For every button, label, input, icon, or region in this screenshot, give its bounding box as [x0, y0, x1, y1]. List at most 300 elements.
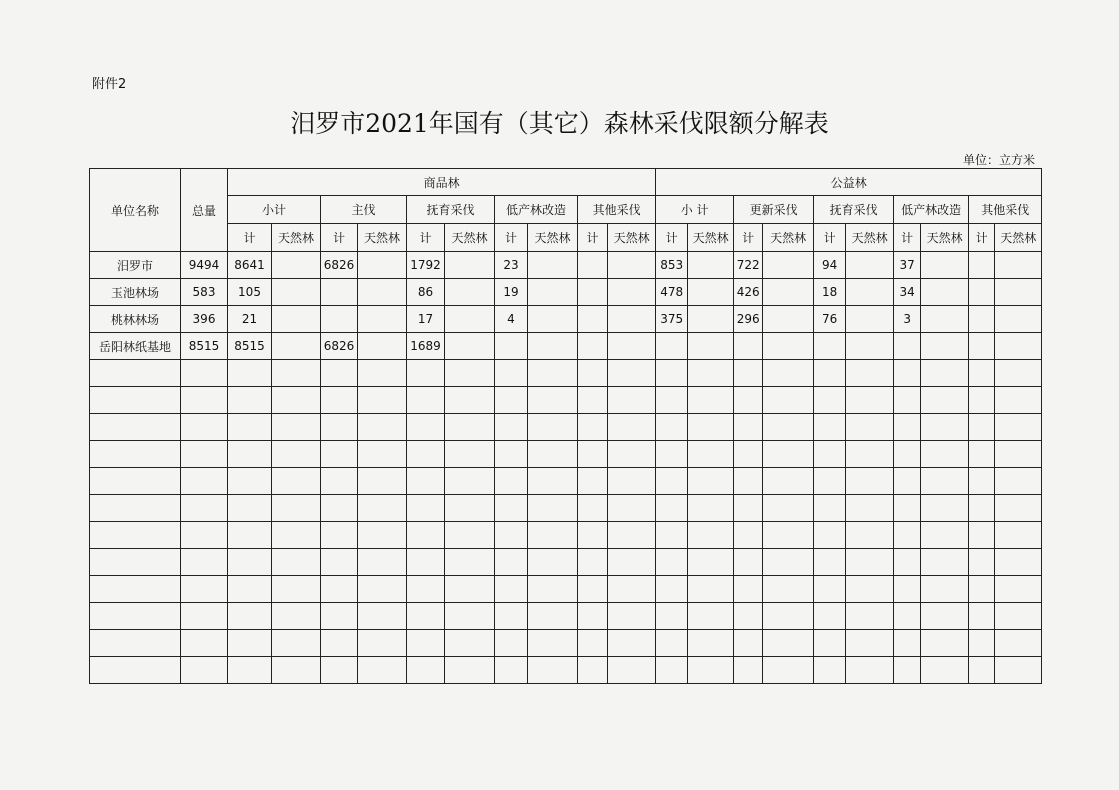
- empty-cell: [688, 414, 734, 441]
- empty-cell: [445, 603, 495, 630]
- header-p-other: 其他采伐: [969, 196, 1042, 224]
- empty-cell: [495, 657, 528, 684]
- public-cell: 722: [734, 252, 763, 279]
- commercial-cell: [578, 306, 608, 333]
- public-cell: [688, 279, 734, 306]
- total-cell: 9494: [181, 252, 228, 279]
- public-cell: [969, 333, 995, 360]
- header-commercial-forest: 商品林: [228, 169, 656, 196]
- empty-cell: [608, 576, 656, 603]
- empty-cell: [894, 495, 921, 522]
- empty-cell: [969, 549, 995, 576]
- empty-cell: [995, 576, 1042, 603]
- table-row: [90, 306, 1042, 333]
- empty-cell: [969, 522, 995, 549]
- empty-cell: [495, 522, 528, 549]
- empty-cell: [228, 360, 272, 387]
- empty-cell: [814, 630, 846, 657]
- empty-cell: [181, 630, 228, 657]
- empty-cell: [181, 495, 228, 522]
- public-cell: [763, 279, 814, 306]
- empty-cell: [495, 495, 528, 522]
- commercial-cell: [272, 333, 321, 360]
- empty-cell: [90, 468, 181, 495]
- commercial-cell: [272, 306, 321, 333]
- commercial-cell: [445, 279, 495, 306]
- empty-cell: [656, 630, 688, 657]
- empty-cell: [358, 360, 407, 387]
- empty-cell: [228, 495, 272, 522]
- table-row: [90, 279, 1042, 306]
- subheader-ji: 计: [578, 224, 608, 252]
- empty-cell: [445, 441, 495, 468]
- empty-cell: [181, 468, 228, 495]
- commercial-cell: [608, 279, 656, 306]
- public-cell: [656, 333, 688, 360]
- empty-cell: [578, 360, 608, 387]
- subheader-ji: 计: [228, 224, 272, 252]
- empty-cell: [688, 603, 734, 630]
- empty-cell: [358, 549, 407, 576]
- commercial-cell: 1792: [407, 252, 445, 279]
- empty-cell: [358, 495, 407, 522]
- commercial-cell: 4: [495, 306, 528, 333]
- empty-cell: [272, 441, 321, 468]
- table-row: [90, 414, 1042, 441]
- empty-cell: [272, 522, 321, 549]
- table-row: [90, 549, 1042, 576]
- empty-cell: [608, 387, 656, 414]
- public-cell: [995, 252, 1042, 279]
- empty-cell: [734, 522, 763, 549]
- empty-cell: [445, 360, 495, 387]
- empty-cell: [734, 387, 763, 414]
- subheader-ji: 计: [656, 224, 688, 252]
- empty-cell: [846, 441, 894, 468]
- empty-cell: [969, 360, 995, 387]
- empty-cell: [407, 603, 445, 630]
- quota-table: [89, 168, 1042, 684]
- empty-cell: [763, 387, 814, 414]
- table-row: [90, 360, 1042, 387]
- empty-cell: [688, 522, 734, 549]
- header-c-main-felling: 主伐: [321, 196, 407, 224]
- empty-cell: [90, 414, 181, 441]
- empty-cell: [608, 522, 656, 549]
- empty-cell: [495, 441, 528, 468]
- header-c-tending: 抚育采伐: [407, 196, 495, 224]
- empty-cell: [995, 549, 1042, 576]
- commercial-cell: 8641: [228, 252, 272, 279]
- commercial-cell: [358, 279, 407, 306]
- table-row: [90, 495, 1042, 522]
- empty-cell: [578, 657, 608, 684]
- empty-cell: [228, 468, 272, 495]
- commercial-cell: [608, 333, 656, 360]
- empty-cell: [656, 549, 688, 576]
- table-row: [90, 333, 1042, 360]
- empty-cell: [921, 468, 969, 495]
- empty-cell: [321, 576, 358, 603]
- subheader-natural-forest: 天然林: [921, 224, 969, 252]
- empty-cell: [495, 549, 528, 576]
- empty-cell: [734, 630, 763, 657]
- empty-cell: [321, 414, 358, 441]
- empty-cell: [181, 657, 228, 684]
- empty-cell: [495, 387, 528, 414]
- empty-cell: [995, 630, 1042, 657]
- empty-cell: [321, 603, 358, 630]
- public-cell: 76: [814, 306, 846, 333]
- empty-cell: [528, 657, 578, 684]
- public-cell: [688, 252, 734, 279]
- empty-cell: [228, 657, 272, 684]
- commercial-cell: 8515: [228, 333, 272, 360]
- public-cell: [969, 279, 995, 306]
- public-cell: [921, 279, 969, 306]
- empty-cell: [894, 603, 921, 630]
- public-cell: [846, 279, 894, 306]
- empty-cell: [921, 630, 969, 657]
- empty-cell: [578, 576, 608, 603]
- empty-cell: [528, 468, 578, 495]
- empty-cell: [578, 468, 608, 495]
- empty-cell: [656, 576, 688, 603]
- empty-cell: [528, 360, 578, 387]
- empty-cell: [995, 387, 1042, 414]
- empty-cell: [181, 387, 228, 414]
- empty-cell: [358, 441, 407, 468]
- empty-cell: [814, 360, 846, 387]
- empty-cell: [528, 522, 578, 549]
- empty-cell: [734, 360, 763, 387]
- empty-cell: [969, 630, 995, 657]
- empty-cell: [814, 657, 846, 684]
- empty-cell: [321, 495, 358, 522]
- empty-cell: [181, 576, 228, 603]
- commercial-cell: 6826: [321, 252, 358, 279]
- empty-cell: [846, 603, 894, 630]
- header-c-subtotal: 小计: [228, 196, 321, 224]
- empty-cell: [846, 576, 894, 603]
- empty-cell: [921, 414, 969, 441]
- commercial-cell: [321, 279, 358, 306]
- table-row: [90, 522, 1042, 549]
- empty-cell: [921, 549, 969, 576]
- subheader-natural-forest: 天然林: [358, 224, 407, 252]
- empty-cell: [969, 414, 995, 441]
- empty-cell: [846, 630, 894, 657]
- subheader-natural-forest: 天然林: [608, 224, 656, 252]
- empty-cell: [608, 657, 656, 684]
- empty-cell: [921, 603, 969, 630]
- commercial-cell: 19: [495, 279, 528, 306]
- public-cell: 375: [656, 306, 688, 333]
- empty-cell: [995, 360, 1042, 387]
- empty-cell: [407, 360, 445, 387]
- empty-cell: [656, 414, 688, 441]
- empty-cell: [814, 576, 846, 603]
- empty-cell: [608, 414, 656, 441]
- empty-cell: [921, 387, 969, 414]
- commercial-cell: [578, 252, 608, 279]
- empty-cell: [734, 549, 763, 576]
- empty-cell: [578, 549, 608, 576]
- commercial-cell: [321, 306, 358, 333]
- empty-cell: [608, 603, 656, 630]
- public-cell: [846, 333, 894, 360]
- empty-cell: [688, 495, 734, 522]
- empty-cell: [814, 414, 846, 441]
- empty-cell: [734, 576, 763, 603]
- unit-label: 单位：立方米: [962, 153, 1035, 167]
- public-cell: 37: [894, 252, 921, 279]
- public-cell: 853: [656, 252, 688, 279]
- commercial-cell: 1689: [407, 333, 445, 360]
- empty-cell: [90, 576, 181, 603]
- empty-cell: [528, 387, 578, 414]
- empty-cell: [894, 630, 921, 657]
- empty-cell: [608, 360, 656, 387]
- subheader-ji: 计: [321, 224, 358, 252]
- empty-cell: [688, 549, 734, 576]
- empty-cell: [90, 441, 181, 468]
- empty-cell: [894, 657, 921, 684]
- public-cell: [995, 333, 1042, 360]
- empty-cell: [407, 576, 445, 603]
- public-cell: [846, 306, 894, 333]
- empty-cell: [995, 468, 1042, 495]
- empty-cell: [921, 360, 969, 387]
- empty-cell: [181, 549, 228, 576]
- empty-cell: [656, 495, 688, 522]
- page-title: 汨罗市2021年国有（其它）森林采伐限额分解表: [290, 109, 829, 138]
- empty-cell: [578, 495, 608, 522]
- empty-cell: [321, 441, 358, 468]
- table-row: [90, 468, 1042, 495]
- empty-cell: [608, 495, 656, 522]
- empty-cell: [969, 387, 995, 414]
- public-cell: [763, 306, 814, 333]
- empty-cell: [407, 387, 445, 414]
- unit-name-cell: 桃林林场: [90, 306, 181, 333]
- empty-cell: [734, 441, 763, 468]
- empty-cell: [228, 387, 272, 414]
- empty-cell: [894, 360, 921, 387]
- empty-cell: [272, 414, 321, 441]
- empty-cell: [90, 522, 181, 549]
- unit-name-cell: 玉池林场: [90, 279, 181, 306]
- total-cell: 8515: [181, 333, 228, 360]
- commercial-cell: [528, 252, 578, 279]
- header-unit-name: 单位名称: [90, 169, 181, 252]
- public-cell: 18: [814, 279, 846, 306]
- empty-cell: [578, 441, 608, 468]
- empty-cell: [814, 522, 846, 549]
- empty-cell: [763, 630, 814, 657]
- empty-cell: [321, 522, 358, 549]
- empty-cell: [272, 576, 321, 603]
- empty-cell: [894, 576, 921, 603]
- empty-cell: [995, 603, 1042, 630]
- empty-cell: [921, 576, 969, 603]
- public-cell: [969, 306, 995, 333]
- public-cell: [688, 333, 734, 360]
- empty-cell: [445, 657, 495, 684]
- empty-cell: [528, 441, 578, 468]
- empty-cell: [495, 360, 528, 387]
- empty-cell: [407, 495, 445, 522]
- subheader-ji: 计: [969, 224, 995, 252]
- empty-cell: [272, 495, 321, 522]
- empty-cell: [763, 657, 814, 684]
- empty-cell: [90, 657, 181, 684]
- empty-cell: [181, 360, 228, 387]
- empty-cell: [688, 441, 734, 468]
- empty-cell: [528, 576, 578, 603]
- subheader-ji: 计: [734, 224, 763, 252]
- commercial-cell: 6826: [321, 333, 358, 360]
- empty-cell: [90, 360, 181, 387]
- empty-cell: [272, 360, 321, 387]
- header-total: 总量: [181, 169, 228, 252]
- commercial-cell: 17: [407, 306, 445, 333]
- commercial-cell: [272, 252, 321, 279]
- subheader-natural-forest: 天然林: [763, 224, 814, 252]
- empty-cell: [528, 603, 578, 630]
- public-cell: 34: [894, 279, 921, 306]
- commercial-cell: [495, 333, 528, 360]
- empty-cell: [358, 387, 407, 414]
- empty-cell: [90, 549, 181, 576]
- empty-cell: [321, 630, 358, 657]
- empty-cell: [921, 441, 969, 468]
- empty-cell: [688, 360, 734, 387]
- empty-cell: [181, 441, 228, 468]
- empty-cell: [656, 657, 688, 684]
- public-cell: [921, 252, 969, 279]
- empty-cell: [407, 549, 445, 576]
- public-cell: [995, 306, 1042, 333]
- empty-cell: [814, 441, 846, 468]
- empty-cell: [495, 414, 528, 441]
- empty-cell: [445, 576, 495, 603]
- empty-cell: [272, 657, 321, 684]
- empty-cell: [734, 603, 763, 630]
- empty-cell: [321, 360, 358, 387]
- empty-cell: [688, 387, 734, 414]
- empty-cell: [734, 468, 763, 495]
- empty-cell: [921, 522, 969, 549]
- empty-cell: [814, 495, 846, 522]
- empty-cell: [608, 549, 656, 576]
- header-p-low-yield: 低产林改造: [894, 196, 969, 224]
- empty-cell: [272, 468, 321, 495]
- unit-name-cell: 汨罗市: [90, 252, 181, 279]
- empty-cell: [358, 576, 407, 603]
- empty-cell: [894, 522, 921, 549]
- table-row: [90, 603, 1042, 630]
- empty-cell: [445, 387, 495, 414]
- empty-cell: [846, 468, 894, 495]
- empty-cell: [495, 630, 528, 657]
- empty-cell: [358, 603, 407, 630]
- empty-cell: [995, 657, 1042, 684]
- unit-name-cell: 岳阳林纸基地: [90, 333, 181, 360]
- empty-cell: [528, 630, 578, 657]
- empty-cell: [814, 387, 846, 414]
- subheader-natural-forest: 天然林: [688, 224, 734, 252]
- empty-cell: [846, 387, 894, 414]
- empty-cell: [578, 522, 608, 549]
- empty-cell: [763, 414, 814, 441]
- empty-cell: [228, 441, 272, 468]
- empty-cell: [407, 414, 445, 441]
- empty-cell: [228, 630, 272, 657]
- empty-cell: [228, 549, 272, 576]
- empty-cell: [407, 657, 445, 684]
- public-cell: 478: [656, 279, 688, 306]
- empty-cell: [445, 495, 495, 522]
- empty-cell: [995, 522, 1042, 549]
- empty-cell: [445, 630, 495, 657]
- commercial-cell: 23: [495, 252, 528, 279]
- empty-cell: [495, 603, 528, 630]
- empty-cell: [90, 630, 181, 657]
- empty-cell: [321, 468, 358, 495]
- empty-cell: [608, 630, 656, 657]
- empty-cell: [734, 414, 763, 441]
- public-cell: [688, 306, 734, 333]
- empty-cell: [358, 522, 407, 549]
- empty-cell: [763, 549, 814, 576]
- empty-cell: [445, 549, 495, 576]
- subheader-natural-forest: 天然林: [846, 224, 894, 252]
- empty-cell: [894, 414, 921, 441]
- empty-cell: [894, 549, 921, 576]
- empty-cell: [734, 657, 763, 684]
- empty-cell: [90, 603, 181, 630]
- subheader-natural-forest: 天然林: [272, 224, 321, 252]
- empty-cell: [656, 522, 688, 549]
- commercial-cell: [578, 279, 608, 306]
- empty-cell: [846, 495, 894, 522]
- commercial-cell: [578, 333, 608, 360]
- empty-cell: [181, 603, 228, 630]
- empty-cell: [358, 657, 407, 684]
- empty-cell: [272, 549, 321, 576]
- header-c-other: 其他采伐: [578, 196, 656, 224]
- empty-cell: [814, 603, 846, 630]
- empty-cell: [921, 495, 969, 522]
- public-cell: 3: [894, 306, 921, 333]
- table-row: [90, 387, 1042, 414]
- empty-cell: [578, 387, 608, 414]
- empty-cell: [228, 603, 272, 630]
- subheader-ji: 计: [894, 224, 921, 252]
- commercial-cell: [528, 306, 578, 333]
- public-cell: [969, 252, 995, 279]
- commercial-cell: [528, 333, 578, 360]
- empty-cell: [358, 630, 407, 657]
- empty-cell: [228, 414, 272, 441]
- empty-cell: [445, 522, 495, 549]
- commercial-cell: 21: [228, 306, 272, 333]
- header-p-tending: 抚育采伐: [814, 196, 894, 224]
- empty-cell: [656, 387, 688, 414]
- empty-cell: [688, 576, 734, 603]
- empty-cell: [358, 414, 407, 441]
